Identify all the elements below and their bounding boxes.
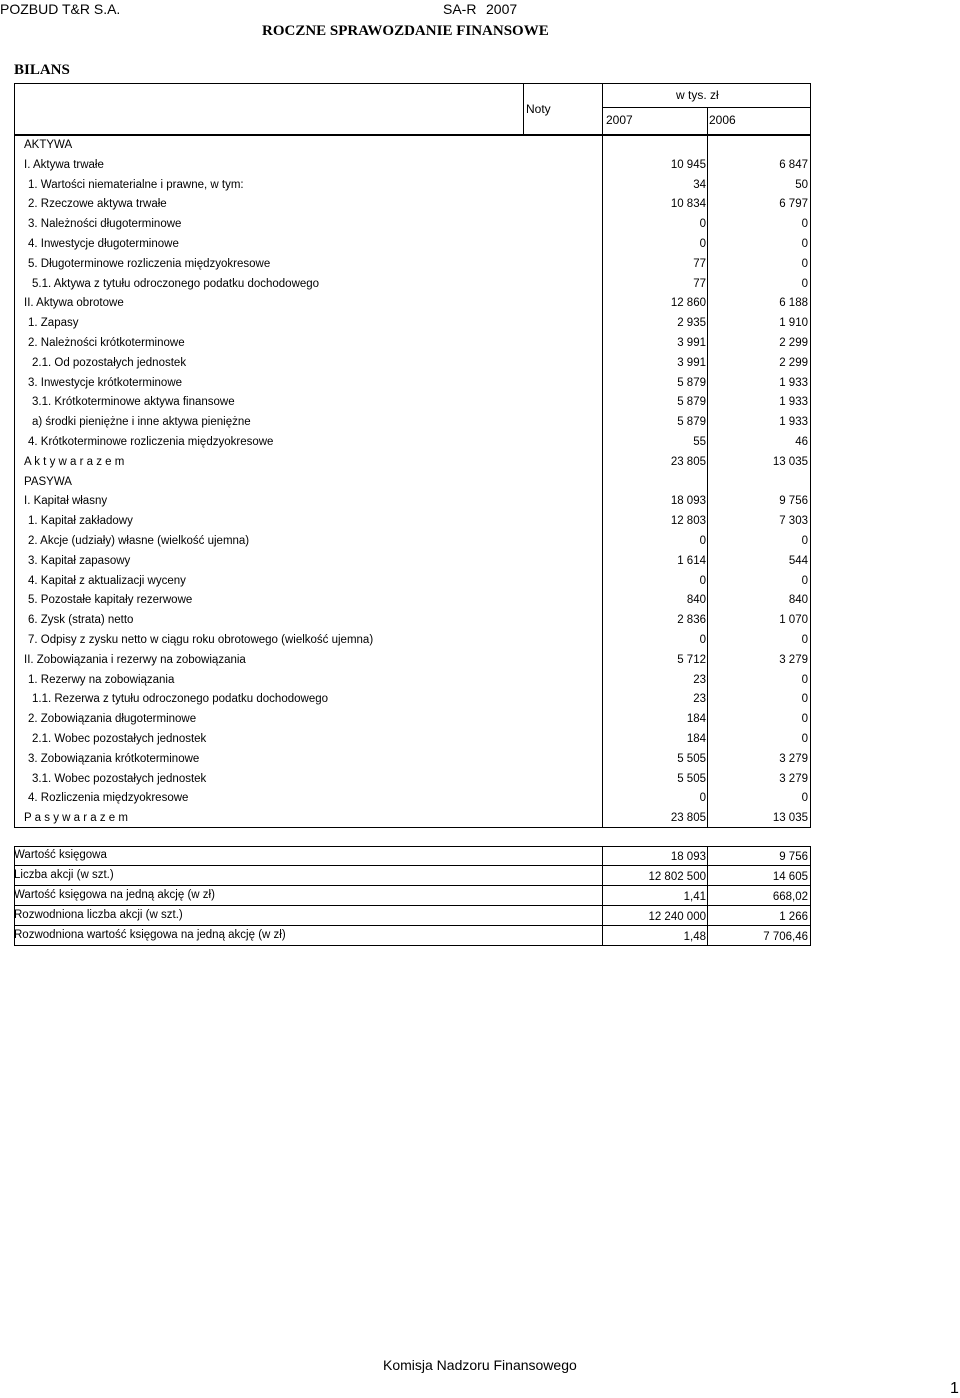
summary-label: Rozwodniona liczba akcji (w szt.) (14, 909, 183, 921)
summary-value-2007: 18 093 (670, 851, 706, 863)
row-label: 2.1. Wobec pozostałych jednostek (32, 733, 207, 745)
row-label: 7. Odpisy z zysku netto w ciągu roku obrotowego (wielkość ujemna) (28, 634, 374, 646)
value-2007: 5 505 (677, 772, 706, 785)
value-2007: 0 (699, 238, 706, 250)
row-label: 2. Zobowiązania długoterminowe (28, 713, 197, 726)
header-divider-col2 (707, 107, 708, 135)
company-name: POZBUD T&R S.A. (0, 1, 121, 17)
row-label: 2. Rzeczowe aktywa trwałe (28, 198, 167, 211)
page-number: 1 (950, 1380, 959, 1397)
row-label: 3. Zobowiązania krótkoterminowe (28, 752, 200, 765)
summary-table-border (14, 846, 811, 946)
row-label: AKTYWA (24, 139, 73, 151)
summary-label: Wartość księgowa na jedną akcję (w zł) (14, 889, 215, 901)
row-label: 6. Zysk (strata) netto (28, 614, 134, 627)
value-2006: 6 188 (779, 297, 808, 310)
value-2007: 0 (699, 574, 706, 587)
value-2006: 1 910 (779, 317, 808, 330)
row-label: 4. Kapitał z aktualizacji wyceny (28, 574, 186, 587)
row-label: 5. Długoterminowe rozliczenia międzyokresowe (28, 257, 271, 270)
value-2006: 0 (801, 535, 808, 547)
value-2006: 544 (788, 554, 808, 567)
row-label: 2. Należności krótkoterminowe (28, 337, 185, 349)
value-2007: 18 093 (670, 495, 706, 508)
form-code: SA-R (443, 1, 477, 17)
value-2007: 55 (693, 436, 706, 448)
summary-value-2006: 7 706,46 (763, 931, 808, 943)
value-2006: 0 (801, 693, 808, 706)
value-2007: 840 (686, 594, 706, 607)
value-2006: 1 933 (779, 376, 808, 389)
form-year: 2007 (486, 1, 518, 17)
report-title: ROCZNE SPRAWOZDANIE FINANSOWE (262, 23, 549, 39)
row-label: 3.1. Krótkoterminowe aktywa finansowe (32, 396, 235, 409)
row-label: 3. Inwestycje krótkoterminowe (28, 376, 183, 389)
value-2007: 0 (699, 792, 706, 805)
header-divider-unit (602, 107, 810, 108)
header-divider-col1 (602, 83, 603, 135)
col2-divider (707, 135, 708, 828)
value-2007: 0 (699, 218, 706, 231)
value-2007: 23 805 (670, 455, 706, 468)
value-2006: 0 (801, 792, 808, 805)
value-2006: 0 (801, 277, 808, 290)
value-2007: 10 834 (670, 198, 706, 211)
value-2007: 5 505 (677, 752, 706, 765)
row-label: 2. Akcje (udziały) własne (wielkość ujemna) (28, 535, 250, 547)
value-2006: 6 797 (779, 198, 808, 211)
row-label: 5. Pozostałe kapitały rezerwowe (28, 594, 193, 607)
value-2007: 3 991 (677, 337, 706, 349)
value-2007: 0 (699, 634, 706, 646)
row-label: II. Zobowiązania i rezerwy na zobowiązania (24, 653, 246, 666)
row-label: 3.1. Wobec pozostałych jednostek (32, 772, 207, 785)
summary-value-2006: 14 605 (772, 871, 808, 883)
value-2007: 34 (693, 178, 706, 191)
row-label: PASYWA (24, 475, 72, 488)
row-label: A k t y w a r a z e m (24, 455, 125, 468)
summary-value-2006: 1 266 (779, 911, 808, 923)
value-2007: 23 (693, 673, 706, 686)
year-2006-header: 2006 (709, 113, 736, 127)
row-label: 4. Inwestycje długoterminowe (28, 238, 179, 250)
value-2006: 1 070 (779, 614, 808, 627)
value-2006: 13 035 (772, 455, 808, 468)
row-label: a) środki pieniężne i inne aktywa pieniężne (32, 416, 251, 429)
row-label: 3. Należności długoterminowe (28, 218, 182, 231)
value-2007: 23 805 (670, 812, 706, 825)
unit-header: w tys. zł (676, 88, 719, 102)
row-label: 1. Zapasy (28, 317, 79, 330)
row-label: I. Aktywa trwałe (24, 158, 104, 171)
row-label: 2.1. Od pozostałych jednostek (32, 356, 187, 369)
value-2007: 5 712 (677, 653, 706, 666)
value-2006: 13 035 (772, 812, 808, 825)
row-label: 4. Rozliczenia międzyokresowe (28, 792, 189, 805)
value-2006: 0 (801, 257, 808, 270)
footer-text: Komisja Nadzoru Finansowego (383, 1357, 577, 1373)
value-2007: 12 860 (670, 297, 706, 310)
value-2006: 6 847 (779, 158, 808, 171)
value-2007: 10 945 (670, 158, 706, 171)
balance-table-border (14, 135, 811, 828)
value-2006: 2 299 (779, 337, 808, 349)
value-2007: 2 935 (677, 317, 706, 330)
row-label: I. Kapitał własny (24, 495, 108, 508)
row-label: 3. Kapitał zapasowy (28, 554, 131, 567)
row-label: II. Aktywa obrotowe (24, 297, 124, 310)
summary-value-2007: 12 802 500 (648, 871, 706, 883)
row-label: 1.1. Rezerwa z tytułu odroczonego podatku dochodowego (32, 693, 329, 706)
value-2006: 0 (801, 238, 808, 250)
row-label: 5.1. Aktywa z tytułu odroczonego podatku dochodowego (32, 277, 320, 290)
row-label: 1. Kapitał zakładowy (28, 515, 133, 528)
value-2006: 1 933 (779, 396, 808, 409)
value-2006: 0 (801, 634, 808, 646)
summary-value-2007: 1,41 (683, 891, 706, 903)
summary-label: Wartość księgowa (14, 849, 107, 861)
summary-col1-divider (602, 846, 603, 946)
value-2006: 0 (801, 713, 808, 726)
value-2007: 77 (693, 257, 706, 270)
value-2007: 5 879 (677, 416, 706, 429)
value-2007: 23 (693, 693, 706, 706)
value-2007: 77 (693, 277, 706, 290)
summary-value-2006: 9 756 (779, 851, 808, 863)
value-2007: 5 879 (677, 376, 706, 389)
value-2007: 2 836 (677, 614, 706, 627)
value-2006: 0 (801, 218, 808, 231)
noty-header: Noty (526, 102, 551, 116)
value-2006: 3 279 (779, 772, 808, 785)
section-title: BILANS (14, 62, 70, 78)
value-2006: 3 279 (779, 653, 808, 666)
row-label: 1. Rezerwy na zobowiązania (28, 673, 175, 686)
value-2007: 5 879 (677, 396, 706, 409)
value-2007: 1 614 (677, 554, 706, 567)
summary-value-2007: 1,48 (683, 931, 706, 943)
summary-value-2007: 12 240 000 (648, 911, 706, 923)
year-2007-header: 2007 (606, 113, 633, 127)
value-2006: 50 (795, 178, 808, 191)
value-2007: 3 991 (677, 356, 706, 369)
row-label: P a s y w a r a z e m (24, 812, 128, 825)
summary-col2-divider (707, 846, 708, 946)
value-2006: 1 933 (779, 416, 808, 429)
row-label: 1. Wartości niematerialne i prawne, w tym: (28, 178, 244, 191)
value-2007: 0 (699, 535, 706, 547)
value-2006: 0 (801, 673, 808, 686)
value-2006: 840 (788, 594, 808, 607)
value-2006: 3 279 (779, 752, 808, 765)
header-divider-noty (523, 83, 524, 135)
value-2006: 7 303 (779, 515, 808, 528)
col1-divider (602, 135, 603, 828)
summary-label: Rozwodniona wartość księgowa na jedną akcję (w zł) (14, 929, 286, 941)
value-2007: 12 803 (670, 515, 706, 528)
value-2006: 0 (801, 733, 808, 745)
summary-label: Liczba akcji (w szt.) (14, 869, 114, 881)
value-2007: 184 (686, 713, 706, 726)
value-2006: 2 299 (779, 356, 808, 369)
value-2006: 9 756 (779, 495, 808, 508)
summary-value-2006: 668,02 (772, 891, 808, 903)
value-2006: 0 (801, 574, 808, 587)
value-2006: 46 (795, 436, 808, 448)
row-label: 4. Krótkoterminowe rozliczenia międzyokresowe (28, 436, 274, 448)
value-2007: 184 (686, 733, 706, 745)
